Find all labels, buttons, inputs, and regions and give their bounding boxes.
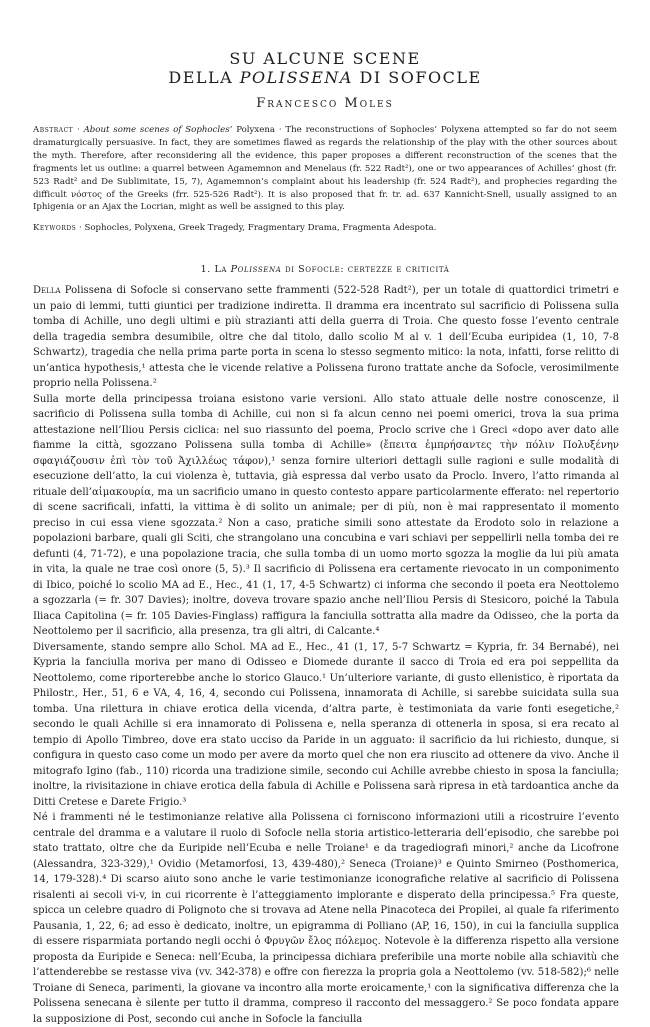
title-line-2-pre: DELLA xyxy=(168,68,240,87)
body-text xyxy=(33,283,619,1027)
abstract-text: · The reconstructions of Sophocles’ Polyxena attempted so far do not seem dramaturgically persuasive. In fact, they are sometimes flawed as regards the relationship of the play with the other sources about the myth. Therefore, after reconsidering all the evidence, this paper proposes a different reconstruction of the scenes that the fragments let us outline: a quarrel between Agamemnon and Menelaus (fr. 522 Radt²), one or two appearances of Achilles’ ghost (fr. 523 Radt² and De Sublimitate, 15, 7), Agamemnon’s complaint about his leadership (fr. 524 Radt²), and prophecies regarding the difficult νόστος of the Greeks (frr. 525-526 Radt²). It is also proposed that fr. tr. ad. 637 Kannicht-Snell, usually assigned to an Iphigenia or an Ajax the Locrian, might as well be assigned to this play. xyxy=(33,125,618,213)
title-line-2-post: DI SOFOCLE xyxy=(352,68,482,87)
abstract-label: Abstract xyxy=(33,125,74,135)
abstract-title-rest: Polyxena xyxy=(232,125,275,135)
section-heading-pre: 1. La xyxy=(200,264,231,275)
section-heading xyxy=(0,264,650,275)
paragraph-3: Diversamente, stando sempre allo Schol. MA ad E., Hec., 41 (1, 17, 5-7 Schwartz = Kypria, fr. 34 Bernabé), nei Kypria la fanciulla moriva per mano di Odisseo e Diomede durante il sacco di Troia ed era poi seppellita da Neottolemo, come riporterebbe anche lo storico Glauco.¹ Un’ulteriore variante, di gusto ellenistico, è riportata da Philostr., Her., 51, 6 e VA, 4, 16, 4, secondo cui Polissena, innamorata di Achille, si sarebbe suicidata sulla sua tomba. Una rilettura in chiave erotica della vicenda, d’altra parte, è testimoniata da varie fonti esegetiche,² secondo le quali Achille si era innamorato di Polissena e, nella speranza di ottenerla in sposa, si era recato al tempio di Apollo Timbreo, dove era stato ucciso da Paride in un agguato: il sacrificio da lui richiesto, dunque, si configura in questo caso come un modo per avere da morto quel che non era riuscito ad ottenere da vivo. Anche il mitografo Igino (fab., 110) ricorda una tradizione simile, secondo cui Achille avrebbe chiesto in sposa la fanciulla; inoltre, la rivisitazione in chiave erotica della fabula di Achille e Polissena sarà ripresa in età tardoantica anche da Ditti Cretese e Darete Frigio.³ xyxy=(33,641,619,808)
paragraph-1-lead: Della xyxy=(33,285,61,296)
abstract xyxy=(33,124,617,214)
abstract-sep: · xyxy=(73,125,84,135)
abstract-title: About some scenes of Sophocles’ xyxy=(83,125,233,135)
keywords-text: · Sophocles, Polyxena, Greek Tragedy, Fragmentary Drama, Fragmenta Adespota. xyxy=(76,223,437,233)
section-heading-italic: Polissena xyxy=(230,264,282,275)
paper-title-line-2 xyxy=(0,69,650,87)
keywords-label: Keywords xyxy=(33,223,77,233)
paragraph-4: Né i frammenti né le testimonianze relative alla Polissena ci forniscono informazioni utili a ricostruire l’evento centrale del dramma e a valutare il ruolo di Sofocle nella storia artistico-letteraria dell’episodio, che sarebbe poi stato trattato, oltre che da Euripide nell’Ecuba e nelle Troiane¹ e da tragediografi minori,² anche da Licofrone (Alessandra, 323-329),¹ Ovidio (Metamorfosi, 13, 439-480),² Seneca (Troiane)³ e Quinto Smirneo (Posthomerica, 14, 179-328).⁴ Di scarso aiuto sono anche le varie testimonianze iconografiche relative al sacrificio di Polissena risalenti ai secoli vi-v, in cui ricorrente è l’atteggiamento implorante e disperato della principessa.⁵ Fra queste, spicca un celebre quadro di Polignoto che si trovava ad Atene nella Pinacoteca dei Propilei, al quale fa riferimento Pausania, 1, 22, 6; ad esso è dedicato, inoltre, un epigramma di Polliano (AP, 16, 150), in cui la fanciulla supplica di essere risparmiata portando negli occhi ὁ Φρυγῶν ἔλος πόλεμος. Notevole è la differenza rispetto alla versione proposta da Euripide e Seneca: nell’Ecuba, la principessa dichiara preferibile una morte nobile alla schiavitù che l’attenderebbe se restasse viva (vv. 342-378) e offre con fierezza la propria gola a Neottolemo (vv. 518-582);⁶ nelle Troiane di Seneca, parimenti, la giovane va incontro alla morte eroicamente,¹ con la significativa differenza che la Polissena senecana è silente per tutto il dramma, compreso il racconto del messaggero.² Se poco fondata appare la supposizione di Post, secondo cui anche in Sofocle la fanciulla xyxy=(33,812,619,1025)
author-name: Francesco Moles xyxy=(256,96,394,111)
section-heading-post: di Sofocle: certezze e criticità xyxy=(281,264,450,275)
keywords xyxy=(33,222,617,235)
title-line-2-italic: POLISSENA xyxy=(239,68,353,87)
paragraph-1-text: Polissena di Sofocle si conservano sette frammenti (522-528 Radt²), per un totale di quattordici trimetri e un paio di lemmi, tutti giuntici per tradizione indiretta. Il dramma era incentrato sul sacrificio di Polissena sulla tomba di Achille, uno degli ultimi e più strazianti atti della guerra di Troia. Che questo fosse l’evento centrale della tragedia sembra desumibile, oltre che dal titolo, dallo scolio M al v. 1 dell’Ecuba euripidea (1, 10, 7-8 Schwartz), tragedia che nella prima parte porta in scena lo stesso segmento mitico: la nota, infatti, forse relitto di un’antica hypothesis,¹ attesta che le vicende relative a Polissena furono trattate anche da Sofocle, verosimilmente proprio nella Polissena.² xyxy=(33,285,619,389)
paragraph-1 xyxy=(33,283,619,392)
paragraph-2: Sulla morte della principessa troiana esistono varie versioni. Allo stato attuale delle nostre conoscenze, il sacrificio di Polissena sulla tomba di Achille, cui non si fa alcun cenno nei poemi omerici, trova la sua prima attestazione nell’Iliou Persis ciclica: nel suo riassunto del poema, Proclo scrive che i Greci «dopo aver dato alle fiamme la città, sgozzano Polissena sulla tomba di Achille» (ἔπειτα ἐμπρήσαντες τὴν πόλιν Πολυξένην σφαγιάζουσιν ἐπὶ τὸν τοῦ Ἀχιλλέως τάφον),¹ senza fornire ulteriori dettagli sulle ragioni e sulle modalità di esecuzione dell’atto, la cui violenza è, tuttavia, già espressa dal verbo usato da Proclo. Invero, l’atto rimanda al rituale dell’αἱμακουρία, ma un sacrificio umano in questo contesto appare particolarmente efferato: nel repertorio di scene sacrificali, infatti, la vittima è di solito un animale; per di più, non è mai rappresentato il momento preciso in cui essa viene sgozzata.² Non a caso, pratiche simili sono attestate da Erodoto solo in relazione a popolazioni barbare, quali gli Sciti, che strangolano una concubina e vari schiavi per seppellirli nella tomba dei re defunti (4, 71-72), e una popolazione tracia, che sulla tomba di un uomo morto sgozza la moglie da lui più amata in vita, la quale ne trae così onore (5, 5).³ Il sacrificio di Polissena era certamente rievocato in un componimento di Ibico, poiché lo scolio MA ad E., Hec., 41 (1, 17, 4-5 Schwartz) ci informa che secondo il poeta era Neottolemo a sgozzarla (= fr. 307 Davies); inoltre, doveva trovare spazio anche nell’Iliou Persis di Stesicoro, poiché la Tabula Iliaca Capitolina (= fr. 105 Davies-Finglass) raffigura la fanciulla sottratta alla madre da Odisseo, che la porta da Neottolemo per il sacrificio, alla presenza, tra gli altri, di Calcante.⁴ xyxy=(33,393,619,637)
paper-title-line-1: SU ALCUNE SCENE xyxy=(229,49,421,68)
